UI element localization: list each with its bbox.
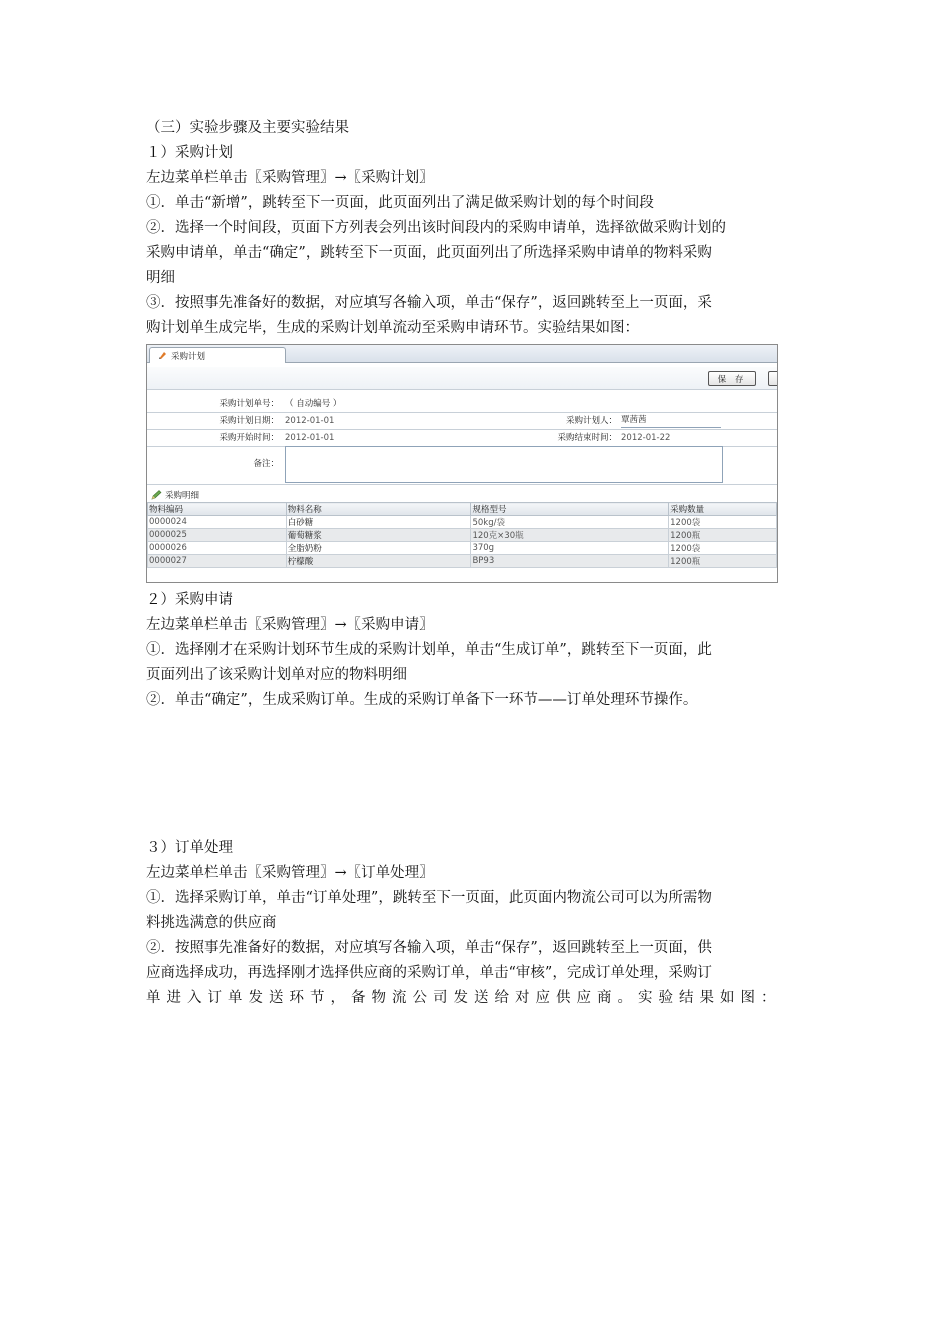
column-header[interactable]: 物料名称: [286, 503, 471, 516]
form-row: [147, 430, 777, 447]
cell-qty: 1200袋: [669, 542, 777, 555]
step-text: ①．选择采购订单，单击“订单处理”，跳转至下一页面，此页面内物流公司可以为所需物: [146, 890, 712, 906]
column-header[interactable]: 采购数量: [669, 503, 777, 516]
plan-date-field[interactable]: 2012-01-01: [285, 416, 335, 426]
step-text: ②．单击“确定”，生成采购订单。生成的采购订单备下一环节——订单处理环节操作。: [146, 692, 698, 708]
section-title: １）采购计划: [146, 145, 233, 161]
column-header[interactable]: 物料编码: [148, 503, 287, 516]
step-text: 采购申请单，单击“确定”，跳转至下一页面，此页面列出了所选择采购申请单的物料采购: [146, 245, 712, 261]
document-icon: [158, 351, 167, 360]
cell-code: 0000027: [148, 555, 287, 568]
purchase-plan-screenshot: [146, 344, 778, 583]
step-text: 明细: [146, 270, 175, 286]
pencil-icon: [151, 490, 162, 500]
section-title: ２）采购申请: [146, 592, 233, 608]
cell-qty: 1200瓶: [669, 555, 777, 568]
plan-no-value: （ 自动编号 ）: [285, 399, 342, 409]
cell-name: 全脂奶粉: [286, 542, 471, 555]
step-text: ②．选择一个时间段，页面下方列表会列出该时间段内的采购申请单，选择欲做采购计划的: [146, 220, 726, 236]
cell-spec: BP93: [471, 555, 669, 568]
cell-code: 0000024: [148, 516, 287, 529]
step-text: 页面列出了该采购计划单对应的物料明细: [146, 667, 407, 683]
cell-code: 0000025: [148, 529, 287, 542]
table-header-row: [148, 503, 777, 516]
cell-name: 白砂糖: [286, 516, 471, 529]
section-3: [146, 836, 810, 1011]
table-row[interactable]: [148, 529, 777, 542]
detail-header: [147, 488, 777, 502]
section-title: ３）订单处理: [146, 840, 233, 856]
start-time-label: 采购开始时间：: [219, 433, 279, 443]
cell-qty: 1200瓶: [669, 529, 777, 542]
section-heading: （三）实验步骤及主要实验结果: [146, 120, 349, 136]
planner-label: 采购计划人：: [565, 416, 617, 426]
cell-name: 柠檬酸: [286, 555, 471, 568]
step-text: ②．按照事先准备好的数据，对应填写各输入项，单击“保存”，返回跳转至上一页面，供: [146, 940, 712, 956]
cell-spec: 50kg/袋: [471, 516, 669, 529]
cell-spec: 120克×30瓶: [471, 529, 669, 542]
start-time-field[interactable]: 2012-01-01: [285, 433, 335, 443]
table-row[interactable]: [148, 555, 777, 568]
table-row[interactable]: [148, 542, 777, 555]
toolbar-button[interactable]: [768, 371, 778, 386]
menu-path: 左边菜单栏单击〖采购管理〗→〖订单处理〗: [146, 865, 434, 881]
menu-path: 左边菜单栏单击〖采购管理〗→〖采购申请〗: [146, 617, 434, 633]
step-text: 应商选择成功，再选择刚才选择供应商的采购订单，单击“审核”，完成订单处理，采购订: [146, 965, 712, 981]
save-button[interactable]: 保 存: [708, 371, 756, 386]
step-text: ③．按照事先准备好的数据，对应填写各输入项，单击“保存”，返回跳转至上一页面，采: [146, 295, 712, 311]
detail-title: 采购明细: [165, 491, 200, 501]
step-text: 单进入订单发送环节，备物流公司发送给对应供应商。实验结果如图：: [146, 990, 782, 1006]
planner-field[interactable]: 覃茜茜: [621, 413, 721, 428]
form-row: [147, 396, 777, 413]
cell-spec: 370g: [471, 542, 669, 555]
step-text: 料挑选满意的供应商: [146, 915, 277, 931]
remark-label: 备注：: [253, 459, 279, 469]
end-time-field[interactable]: 2012-01-22: [621, 433, 671, 443]
step-text: ①．单击“新增”，跳转至下一页面，此页面列出了满足做采购计划的每个时间段: [146, 195, 654, 211]
step-text: ①．选择刚才在采购计划环节生成的采购计划单，单击“生成订单”，跳转至下一页面，此: [146, 642, 712, 658]
cell-name: 葡萄糖浆: [286, 529, 471, 542]
form-row: [147, 413, 777, 430]
tab-purchase-plan[interactable]: [149, 347, 286, 363]
cell-code: 0000026: [148, 542, 287, 555]
detail-table: [147, 502, 777, 568]
end-time-label: 采购结束时间：: [557, 433, 617, 443]
section-1: [146, 116, 810, 341]
tab-label: 采购计划: [171, 351, 206, 362]
plan-no-label: 采购计划单号：: [219, 399, 279, 409]
divider: [147, 484, 777, 485]
toolbar: [147, 367, 777, 390]
menu-path: 左边菜单栏单击〖采购管理〗→〖采购计划〗: [146, 170, 434, 186]
tab-bar: [147, 345, 777, 363]
section-2: [146, 588, 810, 713]
table-row[interactable]: [148, 516, 777, 529]
cell-qty: 1200袋: [669, 516, 777, 529]
remark-textarea[interactable]: [285, 446, 723, 483]
step-text: 购计划单生成完毕，生成的采购计划单流动至采购申请环节。实验结果如图：: [146, 320, 639, 336]
plan-date-label: 采购计划日期：: [219, 416, 279, 426]
column-header[interactable]: 规格型号: [471, 503, 669, 516]
